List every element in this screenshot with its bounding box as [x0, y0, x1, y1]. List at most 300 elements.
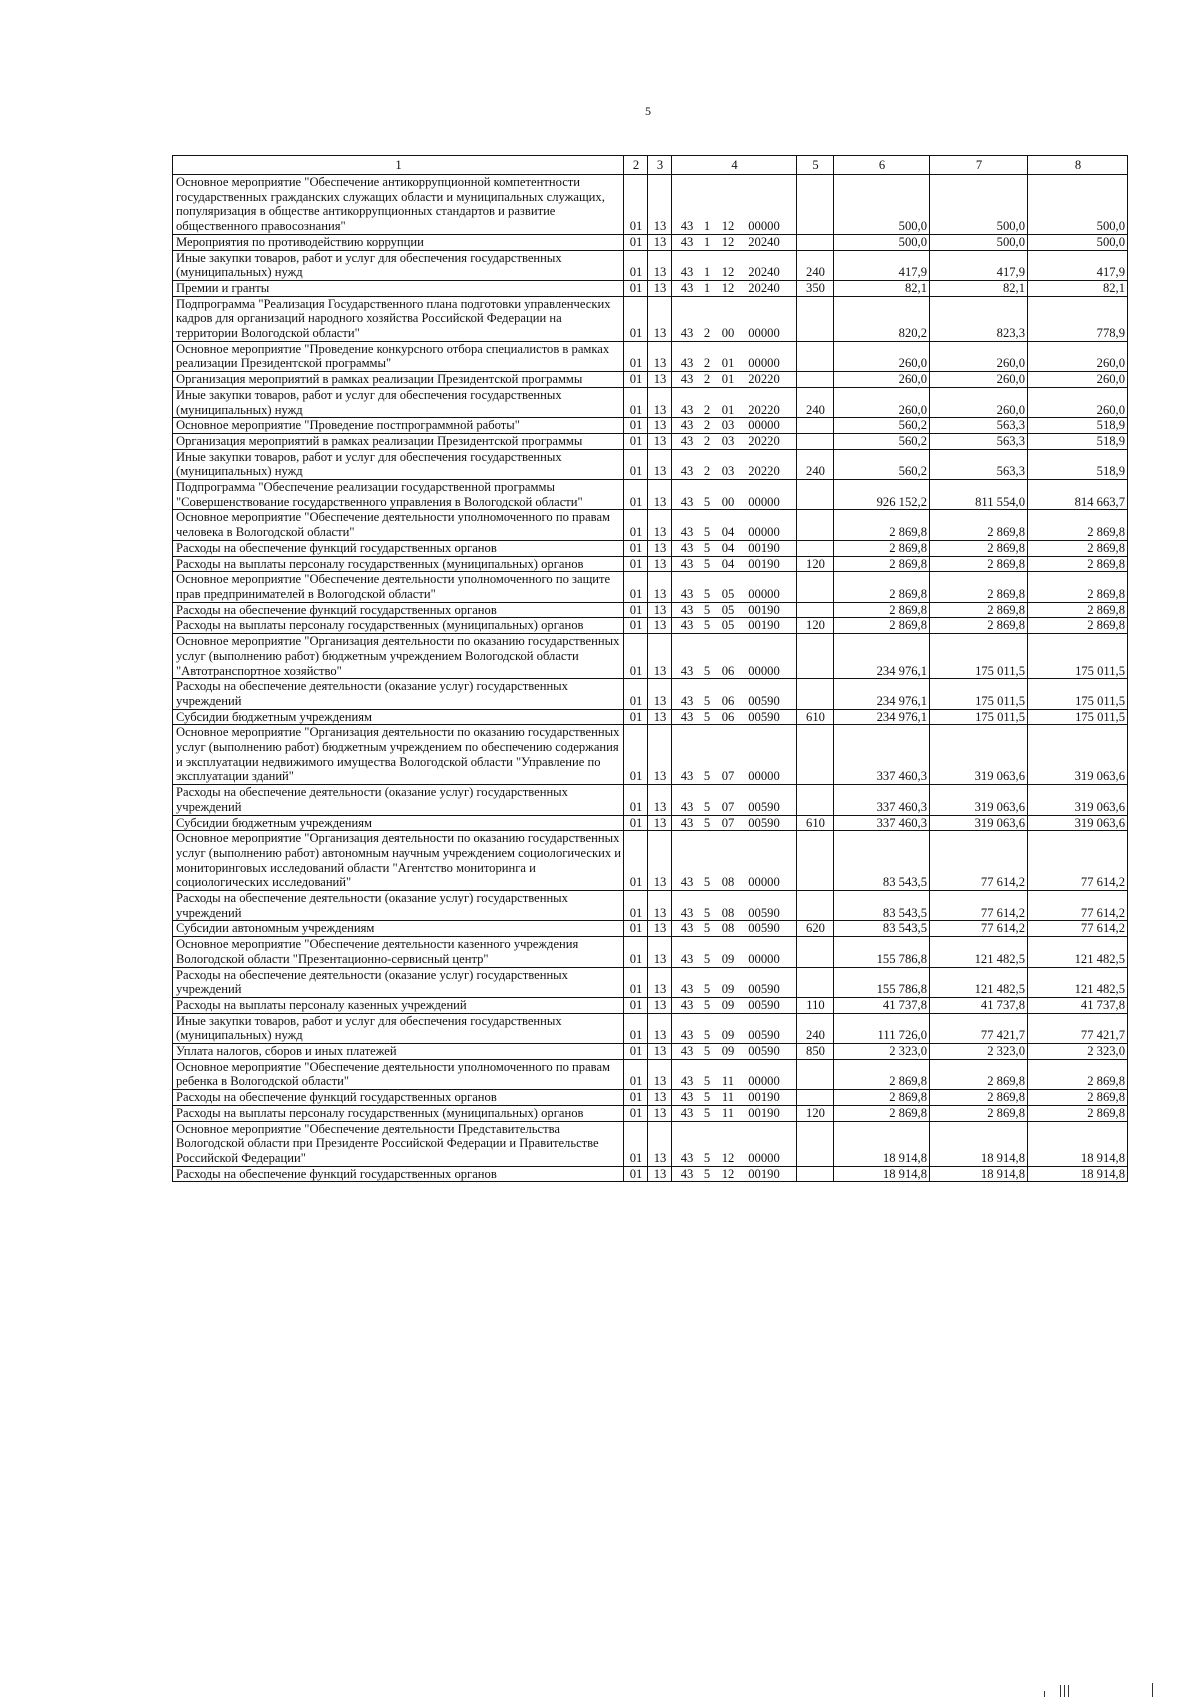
- code-activity: 11: [721, 1105, 735, 1120]
- code-activity: 06: [721, 663, 735, 678]
- row-col-2: 01: [624, 372, 648, 388]
- code-direction: 00590: [748, 997, 780, 1012]
- target-code-parts: [675, 906, 794, 921]
- code-direction: 00590: [748, 905, 780, 920]
- code-program: 43: [680, 402, 694, 417]
- row-target-code: [672, 679, 797, 709]
- row-col-8: 2 869,8: [1028, 602, 1128, 618]
- row-col-8: 260,0: [1028, 387, 1128, 417]
- row-col-3: 13: [648, 296, 672, 341]
- code-program: 43: [680, 265, 694, 280]
- row-col-2: 01: [624, 1013, 648, 1043]
- row-col-2: 01: [624, 250, 648, 280]
- row-col-2: 01: [624, 433, 648, 449]
- code-direction: 20240: [748, 265, 780, 280]
- code-program: 43: [680, 418, 694, 433]
- row-col-3: 13: [648, 572, 672, 602]
- row-col-2: 01: [624, 556, 648, 572]
- row-col-2: 01: [624, 480, 648, 510]
- row-col-2: 01: [624, 175, 648, 235]
- code-program: 43: [680, 1090, 694, 1105]
- code-program: 43: [680, 433, 694, 448]
- row-col-8: 77 614,2: [1028, 921, 1128, 937]
- code-direction: 00590: [748, 982, 780, 997]
- row-col-3: 13: [648, 280, 672, 296]
- code-program: 43: [680, 799, 694, 814]
- target-code-parts: [675, 816, 794, 831]
- row-col-3: 13: [648, 831, 672, 891]
- row-col-6: 155 786,8: [834, 937, 930, 967]
- code-direction: 00190: [748, 618, 780, 633]
- row-name: Расходы на обеспечение деятельности (оказание услуг) государственных учреждений: [173, 891, 624, 921]
- row-col-6: 234 976,1: [834, 709, 930, 725]
- target-code-parts: [675, 235, 794, 250]
- code-subprogram: 5: [703, 905, 711, 920]
- code-program: 43: [680, 951, 694, 966]
- row-col-5: 850: [797, 1044, 834, 1060]
- target-code-parts: [675, 403, 794, 418]
- code-subprogram: 5: [703, 556, 711, 571]
- row-col-8: 121 482,5: [1028, 967, 1128, 997]
- row-col-8: 500,0: [1028, 234, 1128, 250]
- row-target-code: [672, 556, 797, 572]
- target-code-parts: [675, 1044, 794, 1059]
- code-activity: 08: [721, 875, 735, 890]
- row-col-6: 41 737,8: [834, 997, 930, 1013]
- code-activity: 12: [721, 265, 735, 280]
- code-direction: 00590: [748, 815, 780, 830]
- row-col-6: 2 323,0: [834, 1044, 930, 1060]
- code-activity: 07: [721, 769, 735, 784]
- code-subprogram: 5: [703, 997, 711, 1012]
- table-row: [173, 387, 1128, 417]
- row-col-6: 2 869,8: [834, 1105, 930, 1121]
- row-col-2: 01: [624, 618, 648, 634]
- row-col-7: 563,3: [930, 418, 1028, 434]
- table-row: [173, 831, 1128, 891]
- row-col-6: 560,2: [834, 449, 930, 479]
- row-name: Основное мероприятие "Обеспечение деятельности казенного учреждения Вологодской области "Презентационно-сервисный центр": [173, 937, 624, 967]
- row-col-7: 823,3: [930, 296, 1028, 341]
- code-subprogram: 5: [703, 709, 711, 724]
- code-subprogram: 5: [703, 586, 711, 601]
- row-col-2: 01: [624, 449, 648, 479]
- row-target-code: [672, 480, 797, 510]
- row-name: Основное мероприятие "Обеспечение деятельности уполномоченного по правам человека в Вологодской области": [173, 510, 624, 540]
- table-row: [173, 891, 1128, 921]
- row-col-3: 13: [648, 1044, 672, 1060]
- code-program: 43: [680, 1105, 694, 1120]
- row-col-7: 2 869,8: [930, 510, 1028, 540]
- row-target-code: [672, 725, 797, 785]
- table-row: [173, 1105, 1128, 1121]
- row-col-2: 01: [624, 341, 648, 371]
- code-activity: 03: [721, 418, 735, 433]
- table-row: [173, 1121, 1128, 1166]
- row-col-6: 260,0: [834, 372, 930, 388]
- row-col-7: 77 614,2: [930, 921, 1028, 937]
- row-col-5: [797, 572, 834, 602]
- code-direction: 20220: [748, 464, 780, 479]
- row-col-3: 13: [648, 709, 672, 725]
- code-subprogram: 5: [703, 540, 711, 555]
- code-direction: 00000: [748, 494, 780, 509]
- code-program: 43: [680, 618, 694, 633]
- code-direction: 20220: [748, 433, 780, 448]
- code-activity: 12: [721, 280, 735, 295]
- code-activity: 03: [721, 433, 735, 448]
- target-code-parts: [675, 265, 794, 280]
- row-target-code: [672, 891, 797, 921]
- row-name: Расходы на обеспечение деятельности (оказание услуг) государственных учреждений: [173, 679, 624, 709]
- row-col-8: 2 869,8: [1028, 556, 1128, 572]
- row-target-code: [672, 602, 797, 618]
- row-target-code: [672, 433, 797, 449]
- code-direction: 20220: [748, 402, 780, 417]
- row-col-3: 13: [648, 921, 672, 937]
- row-col-7: 77 614,2: [930, 891, 1028, 921]
- table-row: [173, 967, 1128, 997]
- row-target-code: [672, 250, 797, 280]
- table-row: [173, 250, 1128, 280]
- code-direction: 00190: [748, 602, 780, 617]
- code-program: 43: [680, 875, 694, 890]
- target-code-parts: [675, 769, 794, 784]
- row-target-code: [672, 634, 797, 679]
- code-direction: 00000: [748, 525, 780, 540]
- code-program: 43: [680, 326, 694, 341]
- target-code-parts: [675, 1074, 794, 1089]
- row-col-5: 350: [797, 280, 834, 296]
- row-col-5: [797, 433, 834, 449]
- row-col-5: [797, 1121, 834, 1166]
- row-name: Субсидии бюджетным учреждениям: [173, 815, 624, 831]
- code-activity: 09: [721, 982, 735, 997]
- row-col-2: 01: [624, 1121, 648, 1166]
- row-col-8: 2 869,8: [1028, 618, 1128, 634]
- target-code-parts: [675, 1151, 794, 1166]
- table-row: [173, 634, 1128, 679]
- code-program: 43: [680, 525, 694, 540]
- code-activity: 12: [721, 1151, 735, 1165]
- row-col-5: [797, 679, 834, 709]
- row-name: Основное мероприятие "Обеспечение деятельности уполномоченного по правам ребенка в Вологодской области": [173, 1059, 624, 1089]
- row-col-8: 778,9: [1028, 296, 1128, 341]
- row-col-6: 337 460,3: [834, 785, 930, 815]
- code-direction: 00590: [748, 693, 780, 708]
- code-activity: 11: [721, 1074, 735, 1089]
- row-col-8: 2 869,8: [1028, 1090, 1128, 1106]
- row-name: Иные закупки товаров, работ и услуг для обеспечения государственных (муниципальных) нужд: [173, 1013, 624, 1043]
- code-program: 43: [680, 1166, 694, 1181]
- code-subprogram: 2: [703, 356, 711, 371]
- row-col-6: 2 869,8: [834, 1059, 930, 1089]
- code-subprogram: 5: [703, 1044, 711, 1059]
- code-subprogram: 1: [703, 219, 711, 234]
- table-row: [173, 997, 1128, 1013]
- row-name: Подпрограмма "Обеспечение реализации государственной программы "Совершенствование государственного управления в Вологодской области": [173, 480, 624, 510]
- row-col-7: 121 482,5: [930, 967, 1028, 997]
- target-code-parts: [675, 525, 794, 540]
- row-col-7: 18 914,8: [930, 1121, 1028, 1166]
- row-col-7: 2 869,8: [930, 602, 1028, 618]
- row-col-3: 13: [648, 967, 672, 997]
- code-activity: 01: [721, 372, 735, 387]
- row-col-8: 319 063,6: [1028, 785, 1128, 815]
- row-name: Организация мероприятий в рамках реализации Президентской программы: [173, 433, 624, 449]
- code-subprogram: 5: [703, 1028, 711, 1043]
- row-col-7: 260,0: [930, 372, 1028, 388]
- row-col-5: [797, 725, 834, 785]
- code-program: 43: [680, 556, 694, 571]
- code-program: 43: [680, 709, 694, 724]
- row-name: Иные закупки товаров, работ и услуг для обеспечения государственных (муниципальных) нужд: [173, 250, 624, 280]
- code-program: 43: [680, 921, 694, 936]
- row-col-8: 518,9: [1028, 449, 1128, 479]
- code-activity: 05: [721, 618, 735, 633]
- row-col-3: 13: [648, 815, 672, 831]
- row-col-6: 2 869,8: [834, 618, 930, 634]
- row-col-3: 13: [648, 234, 672, 250]
- target-code-parts: [675, 982, 794, 997]
- row-col-3: 13: [648, 1059, 672, 1089]
- code-program: 43: [680, 693, 694, 708]
- table-row: [173, 1013, 1128, 1043]
- table-row: [173, 602, 1128, 618]
- code-activity: 09: [721, 1028, 735, 1043]
- target-code-parts: [675, 1090, 794, 1105]
- code-direction: 20240: [748, 280, 780, 295]
- row-col-6: 83 543,5: [834, 831, 930, 891]
- code-activity: 06: [721, 693, 735, 708]
- target-code-parts: [675, 998, 794, 1013]
- row-target-code: [672, 1090, 797, 1106]
- row-name: Иные закупки товаров, работ и услуг для обеспечения государственных (муниципальных) нужд: [173, 387, 624, 417]
- row-target-code: [672, 618, 797, 634]
- row-col-2: 01: [624, 1059, 648, 1089]
- target-code-parts: [675, 800, 794, 815]
- row-target-code: [672, 341, 797, 371]
- code-subprogram: 5: [703, 921, 711, 936]
- code-activity: 00: [721, 326, 735, 341]
- code-subprogram: 2: [703, 372, 711, 387]
- code-direction: 00000: [748, 219, 780, 234]
- code-program: 43: [680, 1151, 694, 1165]
- row-target-code: [672, 1121, 797, 1166]
- code-subprogram: 5: [703, 769, 711, 784]
- code-subprogram: 2: [703, 433, 711, 448]
- code-activity: 12: [721, 234, 735, 249]
- row-col-2: 01: [624, 387, 648, 417]
- target-code-parts: [675, 603, 794, 618]
- row-name: Основное мероприятие "Проведение конкурсного отбора специалистов в рамках реализации Президентской программы": [173, 341, 624, 371]
- row-name: Мероприятия по противодействию коррупции: [173, 234, 624, 250]
- target-code-parts: [675, 326, 794, 341]
- target-code-parts: [675, 464, 794, 479]
- row-col-8: 77 614,2: [1028, 831, 1128, 891]
- row-col-5: [797, 634, 834, 679]
- row-col-2: 01: [624, 1044, 648, 1060]
- table-row: [173, 175, 1128, 235]
- row-col-7: 2 869,8: [930, 1105, 1028, 1121]
- row-name: Расходы на обеспечение деятельности (оказание услуг) государственных учреждений: [173, 785, 624, 815]
- row-col-3: 13: [648, 1121, 672, 1166]
- row-col-6: 18 914,8: [834, 1166, 930, 1182]
- code-program: 43: [680, 464, 694, 479]
- row-col-5: [797, 418, 834, 434]
- row-col-3: 13: [648, 175, 672, 235]
- code-subprogram: 5: [703, 1151, 711, 1165]
- code-subprogram: 5: [703, 525, 711, 540]
- code-activity: 07: [721, 815, 735, 830]
- code-program: 43: [680, 982, 694, 997]
- row-target-code: [672, 572, 797, 602]
- target-code-parts: [675, 1167, 794, 1182]
- row-col-7: 121 482,5: [930, 937, 1028, 967]
- target-code-parts: [675, 664, 794, 679]
- row-col-5: [797, 1166, 834, 1182]
- row-col-8: 41 737,8: [1028, 997, 1128, 1013]
- code-activity: 12: [721, 1166, 735, 1181]
- code-direction: 00000: [748, 663, 780, 678]
- row-col-6: 2 869,8: [834, 556, 930, 572]
- row-col-2: 01: [624, 997, 648, 1013]
- row-col-3: 13: [648, 1105, 672, 1121]
- code-activity: 09: [721, 951, 735, 966]
- table-row: [173, 937, 1128, 967]
- code-direction: 00000: [748, 1074, 780, 1089]
- code-direction: 00190: [748, 540, 780, 555]
- row-target-code: [672, 921, 797, 937]
- row-col-3: 13: [648, 480, 672, 510]
- code-program: 43: [680, 1074, 694, 1089]
- row-col-5: [797, 175, 834, 235]
- row-col-3: 13: [648, 602, 672, 618]
- header-col-5: 5: [797, 156, 834, 175]
- row-col-8: 175 011,5: [1028, 679, 1128, 709]
- target-code-parts: [675, 694, 794, 709]
- row-col-2: 01: [624, 921, 648, 937]
- row-col-8: 2 869,8: [1028, 1105, 1128, 1121]
- row-col-8: 260,0: [1028, 372, 1128, 388]
- header-col-1: 1: [173, 156, 624, 175]
- row-col-2: 01: [624, 602, 648, 618]
- row-col-6: 560,2: [834, 418, 930, 434]
- row-col-6: 82,1: [834, 280, 930, 296]
- row-col-6: 820,2: [834, 296, 930, 341]
- code-program: 43: [680, 356, 694, 371]
- table-row: [173, 372, 1128, 388]
- row-col-7: 319 063,6: [930, 785, 1028, 815]
- row-col-8: 518,9: [1028, 433, 1128, 449]
- table-row: [173, 1059, 1128, 1089]
- row-col-6: 926 152,2: [834, 480, 930, 510]
- code-activity: 01: [721, 402, 735, 417]
- table-row: [173, 510, 1128, 540]
- row-col-5: 110: [797, 997, 834, 1013]
- code-direction: 00000: [748, 586, 780, 601]
- row-name: Расходы на обеспечение функций государственных органов: [173, 602, 624, 618]
- row-name: Расходы на обеспечение функций государственных органов: [173, 1166, 624, 1182]
- row-col-7: 260,0: [930, 387, 1028, 417]
- row-col-2: 01: [624, 296, 648, 341]
- code-direction: 00190: [748, 1105, 780, 1120]
- row-col-6: 2 869,8: [834, 572, 930, 602]
- row-col-7: 175 011,5: [930, 634, 1028, 679]
- row-col-7: 2 323,0: [930, 1044, 1028, 1060]
- row-col-7: 2 869,8: [930, 1090, 1028, 1106]
- row-col-8: 175 011,5: [1028, 709, 1128, 725]
- row-col-8: 175 011,5: [1028, 634, 1128, 679]
- row-col-5: [797, 296, 834, 341]
- row-col-3: 13: [648, 1013, 672, 1043]
- code-subprogram: 1: [703, 265, 711, 280]
- row-col-7: 2 869,8: [930, 1059, 1028, 1089]
- row-col-7: 417,9: [930, 250, 1028, 280]
- row-col-5: 610: [797, 709, 834, 725]
- row-col-6: 2 869,8: [834, 1090, 930, 1106]
- row-col-5: 120: [797, 556, 834, 572]
- code-activity: 08: [721, 921, 735, 936]
- target-code-parts: [675, 618, 794, 633]
- code-program: 43: [680, 586, 694, 601]
- row-target-code: [672, 785, 797, 815]
- row-col-7: 18 914,8: [930, 1166, 1028, 1182]
- row-target-code: [672, 815, 797, 831]
- row-name: Расходы на выплаты персоналу государственных (муниципальных) органов: [173, 618, 624, 634]
- row-col-3: 13: [648, 540, 672, 556]
- target-code-parts: [675, 281, 794, 296]
- code-direction: 00000: [748, 875, 780, 890]
- row-target-code: [672, 1105, 797, 1121]
- row-col-3: 13: [648, 891, 672, 921]
- code-subprogram: 5: [703, 1090, 711, 1105]
- row-col-7: 41 737,8: [930, 997, 1028, 1013]
- code-direction: 00190: [748, 1090, 780, 1105]
- code-activity: 05: [721, 602, 735, 617]
- code-subprogram: 5: [703, 602, 711, 617]
- budget-table: [172, 155, 1128, 1182]
- row-col-7: 2 869,8: [930, 618, 1028, 634]
- row-col-6: 337 460,3: [834, 725, 930, 785]
- row-col-2: 01: [624, 510, 648, 540]
- code-activity: 04: [721, 525, 735, 540]
- row-col-5: [797, 831, 834, 891]
- row-target-code: [672, 1013, 797, 1043]
- table-row: [173, 234, 1128, 250]
- table-row: [173, 449, 1128, 479]
- row-name: Уплата налогов, сборов и иных платежей: [173, 1044, 624, 1060]
- row-name: Основное мероприятие "Обеспечение антикоррупционной компетентности государственных гражданских служащих области и муниципальных служащих, популяризация в обществе антикоррупционных стандартов и развитие общественного правосознания": [173, 175, 624, 235]
- row-col-3: 13: [648, 618, 672, 634]
- row-col-3: 13: [648, 785, 672, 815]
- header-col-4: 4: [672, 156, 797, 175]
- row-col-2: 01: [624, 1090, 648, 1106]
- row-col-6: 83 543,5: [834, 891, 930, 921]
- code-subprogram: 2: [703, 326, 711, 341]
- row-col-3: 13: [648, 556, 672, 572]
- code-activity: 05: [721, 586, 735, 601]
- row-col-7: 563,3: [930, 449, 1028, 479]
- row-col-3: 13: [648, 250, 672, 280]
- row-col-7: 319 063,6: [930, 815, 1028, 831]
- row-target-code: [672, 234, 797, 250]
- target-code-parts: [675, 418, 794, 433]
- code-subprogram: 5: [703, 494, 711, 509]
- row-col-2: 01: [624, 1105, 648, 1121]
- row-col-2: 01: [624, 634, 648, 679]
- code-program: 43: [680, 905, 694, 920]
